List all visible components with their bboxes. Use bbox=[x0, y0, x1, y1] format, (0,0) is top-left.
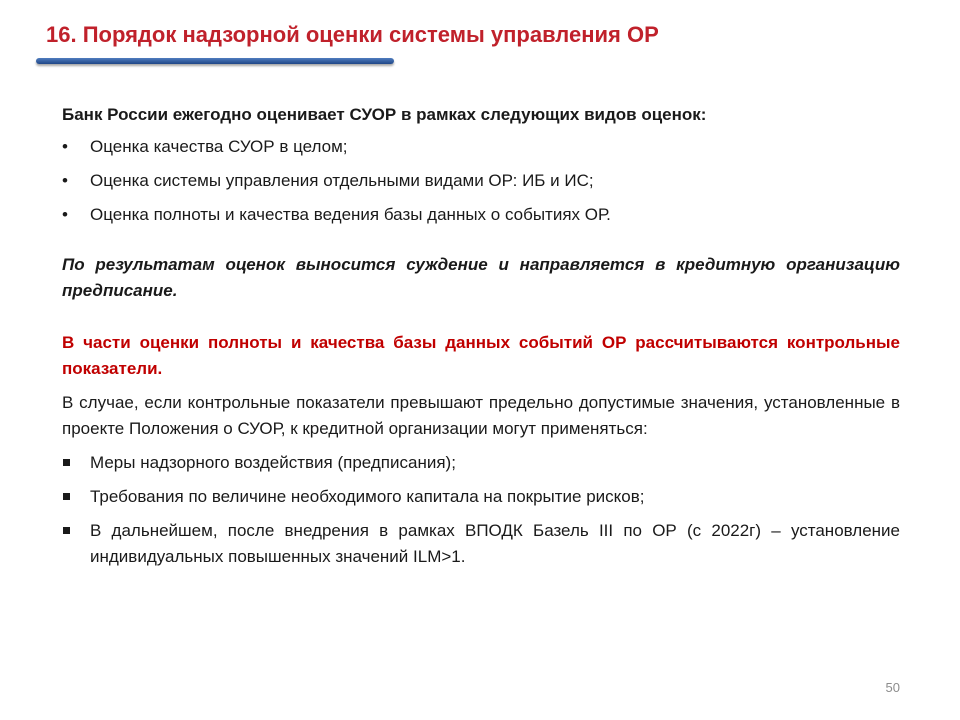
assessment-item: • Оценка системы управления отдельными видами ОР: ИБ и ИС; bbox=[62, 168, 900, 194]
measure-item: Меры надзорного воздействия (предписания); bbox=[62, 450, 900, 476]
assessment-item: • Оценка полноты и качества ведения базы данных о событиях ОР. bbox=[62, 202, 900, 228]
assessment-item: • Оценка качества СУОР в целом; bbox=[62, 134, 900, 160]
page-number: 50 bbox=[885, 680, 900, 695]
slide-content bbox=[62, 102, 900, 578]
measure-item: Требования по величине необходимого капитала на покрытие рисков; bbox=[62, 484, 900, 510]
control-indicators-text: В части оценки полноты и качества базы данных событий ОР рассчитываются контрольные показатели. bbox=[62, 333, 900, 378]
assessment-list bbox=[62, 134, 900, 228]
title-underline bbox=[36, 58, 394, 64]
intro-text: Банк России ежегодно оценивает СУОР в рамках следующих видов оценок: bbox=[62, 105, 707, 124]
judgement-text: По результатам оценок выносится суждение и направляется в кредитную организацию предписание. bbox=[62, 255, 900, 300]
measures-list bbox=[62, 450, 900, 570]
measure-item: В дальнейшем, после внедрения в рамках ВПОДК Базель III по ОР (с 2022г) – установление индивидуальных повышенных значений ILM>1. bbox=[62, 518, 900, 570]
slide-title: 16. Порядок надзорной оценки системы управления ОР bbox=[46, 22, 659, 47]
case-text: В случае, если контрольные показатели превышают предельно допустимые значения, установленные в проекте Положения о СУОР, к кредитной организации могут применяться: bbox=[62, 393, 900, 438]
